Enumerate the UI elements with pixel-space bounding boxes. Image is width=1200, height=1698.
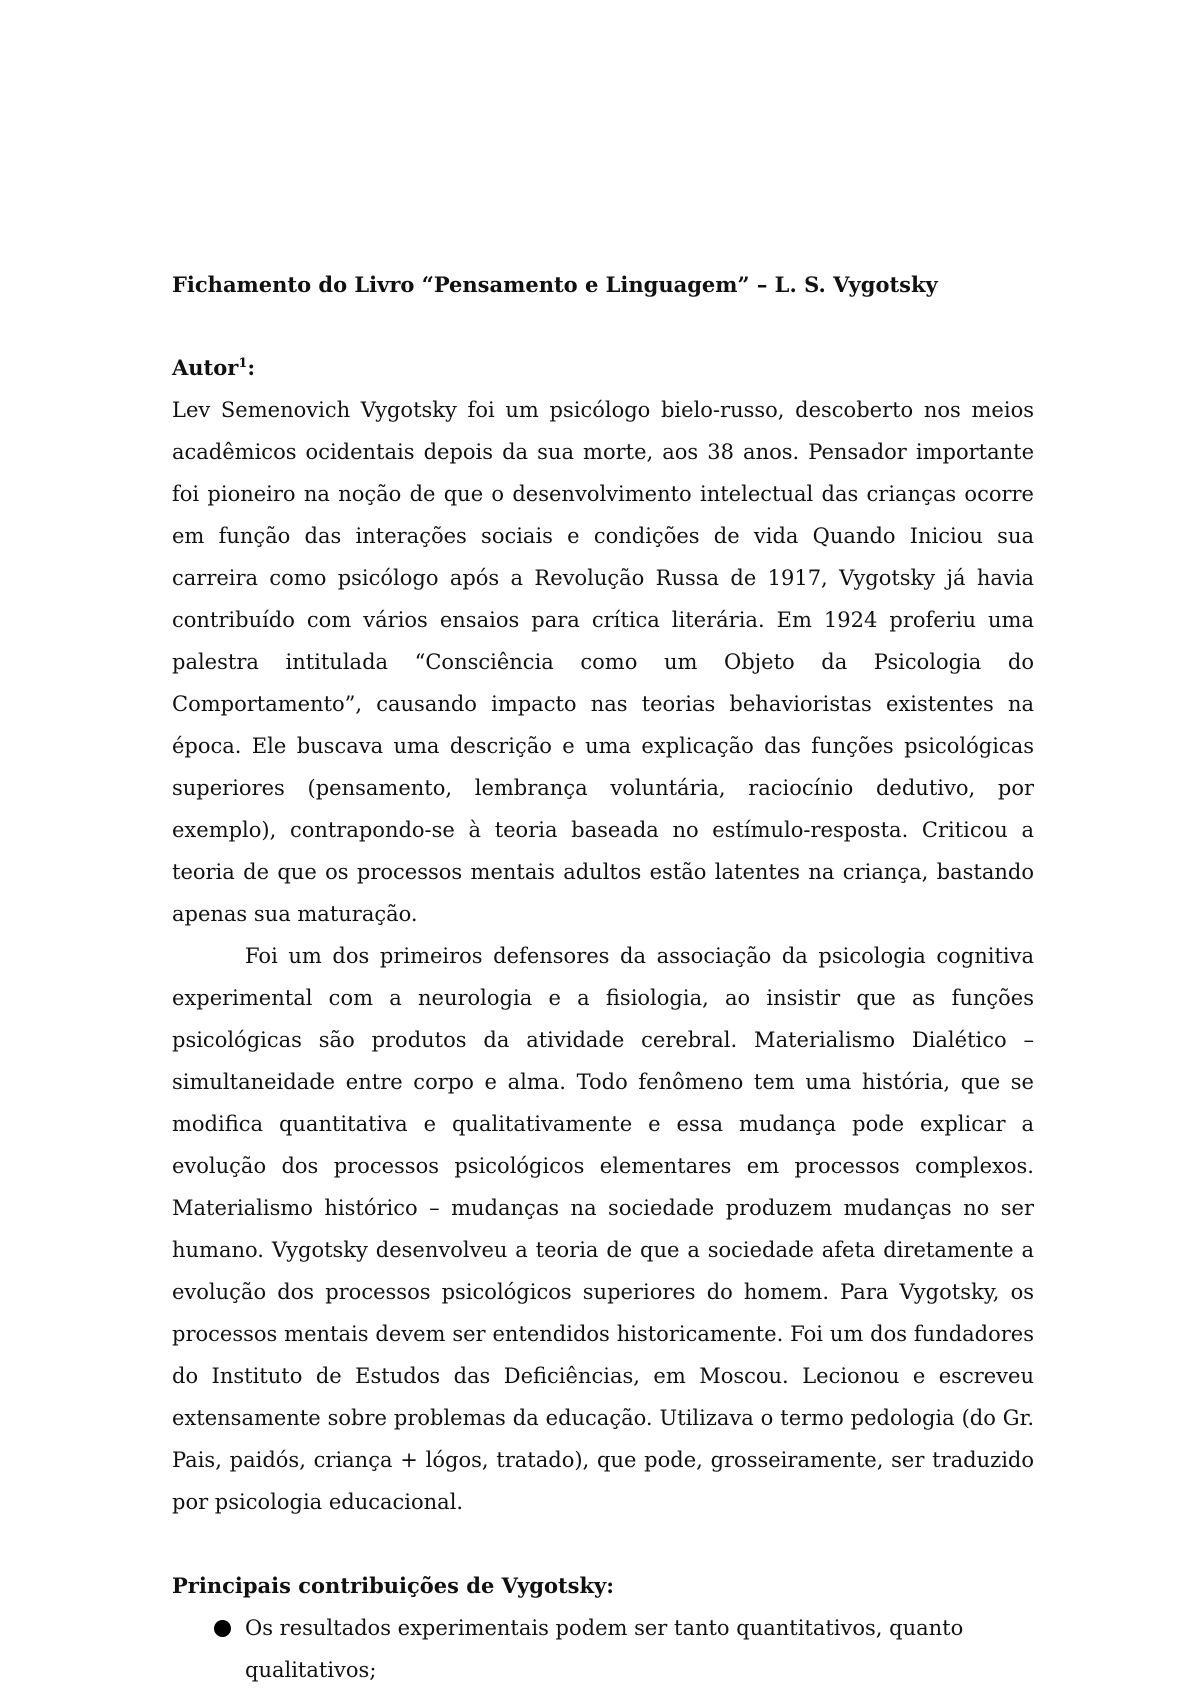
contribution-text: Os resultados experimentais podem ser tanto quantitativos, quanto qualitativos; [245,1616,964,1682]
contributions-heading: Principais contribuições de Vygotsky: [172,1573,615,1598]
document-title: Fichamento do Livro “Pensamento e Linguagem” – L. S. Vygotsky [172,272,938,297]
footnote-marker: 1 [238,356,248,371]
author-heading-suffix: : [247,355,256,380]
author-heading [172,347,1034,389]
author-heading-label: Autor [172,355,239,380]
author-paragraph-1: Lev Semenovich Vygotsky foi um psicólogo bielo-russo, descoberto nos meios acadêmicos ocidentais depois da sua morte, aos 38 anos. Pensador importante foi pioneiro na noção de que o desenvolvimento intelectual das crianças ocorre em função das interações sociais e condições de vida Quando Iniciou sua carreira como psicólogo após a Revolução Russa de 1917, Vygotsky já havia contribuído com vários ensaios para crítica literária. Em 1924 proferiu uma palestra intitulada “Consciência como um Objeto da Psicologia do Comportamento”, causando impacto nas teorias behavioristas existentes na época. Ele buscava uma descrição e uma explicação das funções psicológicas superiores (pensamento, lembrança voluntária, raciocínio dedutivo, por exemplo), contrapondo-se à teoria baseada no estímulo-resposta. Criticou a teoria de que os processos mentais adultos estão latentes na criança, bastando apenas sua maturação. [172,398,1034,926]
document-body [172,267,1034,1691]
author-paragraph-2: Foi um dos primeiros defensores da associação da psicologia cognitiva experimental com a neurologia e a fisiologia, ao insistir que as funções psicológicas são produtos da atividade cerebral. Materialismo Dialético – simultaneidade entre corpo e alma. Todo fenômeno tem uma história, que se modifica quantitativa e qualitativamente e essa mudança pode explicar a evolução dos processos psicológicos elementares em processos complexos. Materialismo histórico – mudanças na sociedade produzem mudanças no ser humano. Vygotsky desenvolveu a teoria de que a sociedade afeta diretamente a evolução dos processos psicológicos superiores do homem. Para Vygotsky, os processos mentais devem ser entendidos historicamente. Foi um dos fundadores do Instituto de Estudos das Deficiências, em Moscou. Lecionou e escreveu extensamente sobre problemas da educação. Utilizava o termo pedologia (do Gr. Pais, paidós, criança + lógos, tratado), que pode, grosseiramente, ser traduzido por psicologia educacional. [172,944,1034,1514]
list-item [172,1607,1034,1691]
contributions-list [172,1607,1034,1691]
bullet-icon [214,1620,231,1637]
